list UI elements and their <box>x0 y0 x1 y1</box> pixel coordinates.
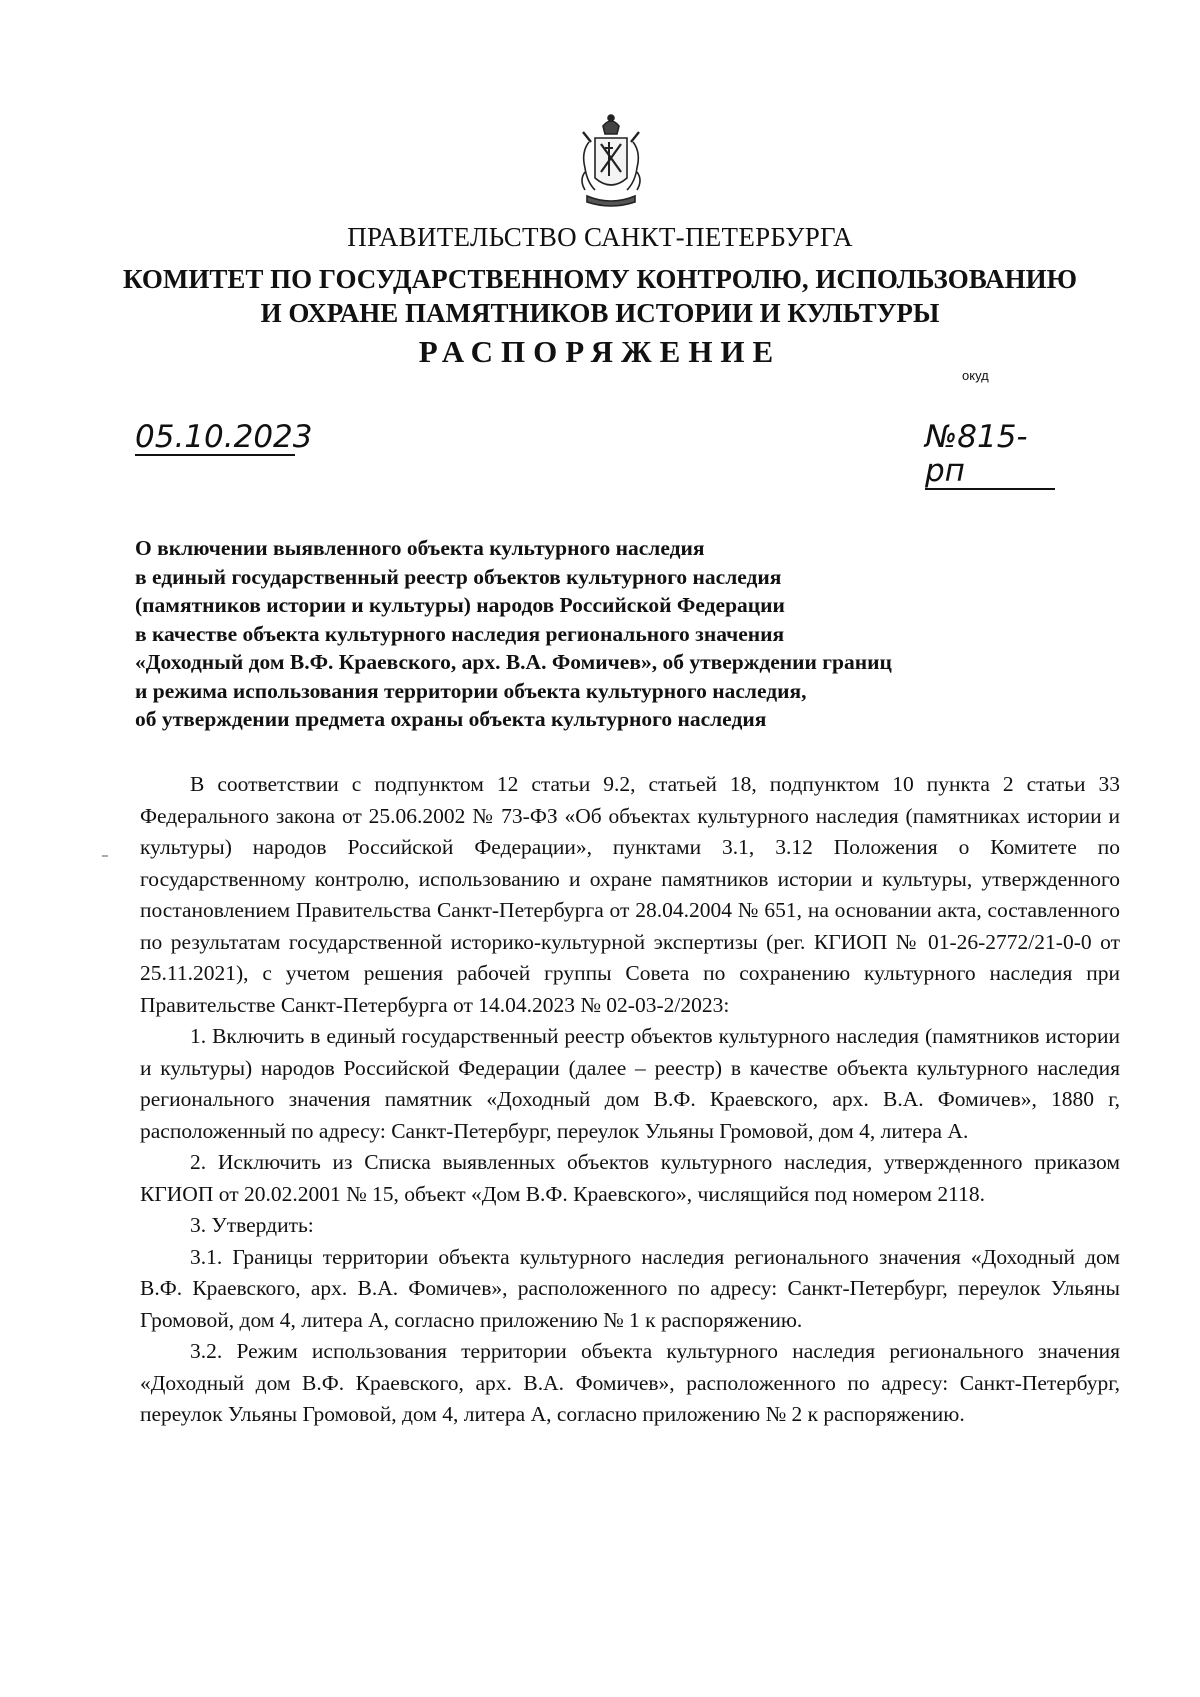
subject-line: «Доходный дом В.Ф. Краевского, арх. В.А. Фомичев», об утверждении границ <box>135 650 892 674</box>
clause-3-2-paragraph: 3.2. Режим использования территории объекта культурного наследия регионального значения «Доходный дом В.Ф. Краевского, арх. В.А. Фомичев», расположенного по адресу: Санкт-Петербург, переулок Ульяны Громовой, дом 4, литера А, согласно приложению № 2 к распоряжению. <box>140 1339 1120 1426</box>
preamble-paragraph: В соответствии с подпунктом 12 статьи 9.2, статьей 18, подпунктом 10 пункта 2 статьи 33 Федерального закона от 25.06.2002 № 73-ФЗ «Об объектах культурного наследия (памятниках истории и культуры) народов Российской Федерации», пунктами 3.1, 3.12 Положения о Комитете по государственному контролю, использованию и охране памятников истории и культуры, утвержденного постановлением Правительства Санкт-Петербурга от 28.04.2004 № 651, на основании акта, составленного по результатам государственной историко-культурной экспертизы (рег. КГИОП № 01-26-2772/21-0-0 от 25.11.2021), с учетом решения рабочей группы Совета по сохранению культурного наследия при Правительстве Санкт-Петербурга от 14.04.2023 № 02-03-2/2023: <box>140 772 1120 1017</box>
subject-line: и режима использования территории объекта культурного наследия, <box>135 678 807 703</box>
document-number: №815-рп <box>925 420 1055 490</box>
clause-3-paragraph: 3. Утвердить: <box>190 1213 314 1237</box>
subject-line: (памятников истории и культуры) народов Российской Федерации <box>135 593 785 617</box>
committee-title-line-2: И ОХРАНЕ ПАМЯТНИКОВ ИСТОРИИ И КУЛЬТУРЫ <box>260 298 940 328</box>
okud-label: окуд <box>962 368 989 383</box>
committee-title <box>60 262 1140 330</box>
subject-line: О включении выявленного объекта культурного наследия <box>135 536 705 560</box>
document-type: РАСПОРЯЖЕНИЕ <box>418 334 782 369</box>
document-date: 05.10.2023 <box>135 419 313 455</box>
coat-of-arms-icon <box>575 112 647 210</box>
document-subject <box>135 534 1085 734</box>
clause-1-paragraph: 1. Включить в единый государственный реестр объектов культурного наследия (памятников истории и культуры) народов Российской Федерации (далее – реестр) в качестве объекта культурного наследия регионального значения памятник «Доходный дом В.Ф. Краевского, арх. В.А. Фомичев», 1880 г, расположенный по адресу: Санкт-Петербург, переулок Ульяны Громовой, дом 4, литера А. <box>140 1024 1120 1143</box>
clause-2-paragraph: 2. Исключить из Списка выявленных объектов культурного наследия, утвержденного приказом КГИОП от 20.02.2001 № 15, объект «Дом В.Ф. Краевского», числящийся под номером 2118. <box>140 1150 1120 1206</box>
document-body <box>140 769 1120 1431</box>
subject-line: об утверждении предмета охраны объекта культурного наследия <box>135 707 767 731</box>
subject-line: в единый государственный реестр объектов культурного наследия <box>135 564 782 589</box>
margin-mark <box>102 855 108 857</box>
clause-3-1-paragraph: 3.1. Границы территории объекта культурного наследия регионального значения «Доходный дом В.Ф. Краевского, арх. В.А. Фомичев», расположенного по адресу: Санкт-Петербург, переулок Ульяны Громовой, дом 4, литера А, согласно приложению № 1 к распоряжению. <box>140 1244 1120 1332</box>
subject-line: в качестве объекта культурного наследия регионального значения <box>135 621 785 646</box>
committee-title-line-1: КОМИТЕТ ПО ГОСУДАРСТВЕННОМУ КОНТРОЛЮ, ИСПОЛЬЗОВАНИЮ <box>123 264 1077 294</box>
government-title: ПРАВИТЕЛЬСТВО САНКТ-ПЕТЕРБУРГА <box>347 222 853 252</box>
